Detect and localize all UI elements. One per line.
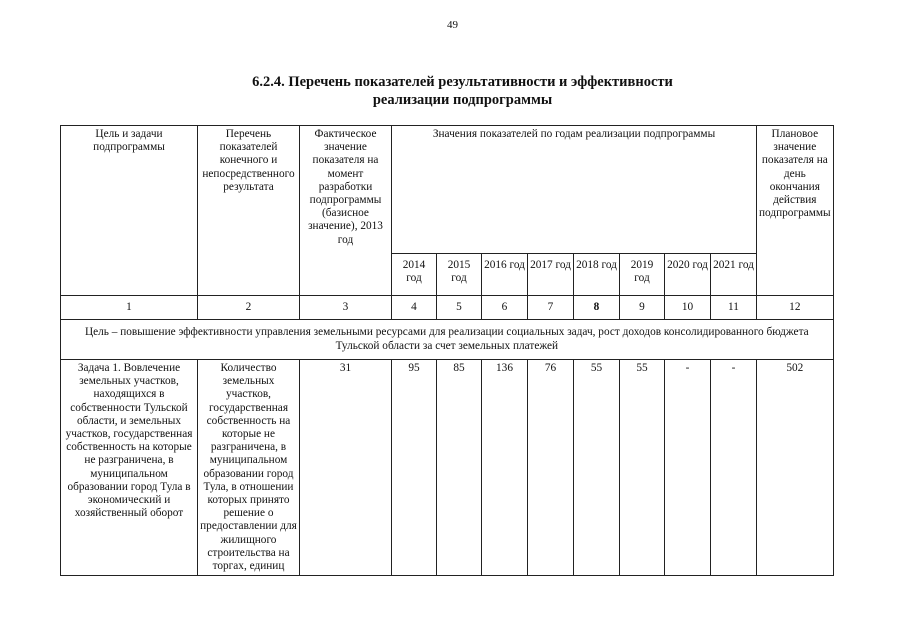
column-number: 6: [482, 296, 528, 320]
year-cell: 2014 год: [392, 254, 437, 296]
goal-text: Цель – повышение эффективности управления земельными ресурсами для реализации социальных задач, рост доходов консолидированного бюджета Тульской области за счет земельных платежей: [61, 320, 834, 360]
value-cell: -: [711, 360, 757, 576]
value-cell: 55: [574, 360, 620, 576]
year-cell: 2021 год: [711, 254, 757, 296]
value-cell: 95: [392, 360, 437, 576]
page-number: 49: [447, 19, 458, 31]
value-cell: 55: [620, 360, 665, 576]
header-goals-tasks: Цель и задачи подпрограммы: [61, 126, 198, 296]
task-row: [61, 360, 834, 576]
value-cell: 85: [437, 360, 482, 576]
indicators-table: [60, 125, 834, 576]
column-number: 8: [574, 296, 620, 320]
column-number: 9: [620, 296, 665, 320]
year-cell: 2017 год: [528, 254, 574, 296]
section-title: [0, 73, 905, 109]
goal-row: [61, 320, 834, 360]
year-cell: 2019 год: [620, 254, 665, 296]
header-base-value: Фактическое значение показателя на момент разработки подпрограммы (базисное значение), 2013 год: [300, 126, 392, 296]
title-line-1: 6.2.4. Перечень показателей результативности и эффективности: [252, 74, 673, 90]
column-numbers-row: [61, 296, 834, 320]
year-cell: 2016 год: [482, 254, 528, 296]
base-value: 31: [300, 360, 392, 576]
value-cell: 76: [528, 360, 574, 576]
header-row: [61, 126, 834, 254]
column-number: 1: [61, 296, 198, 320]
column-number: 12: [757, 296, 834, 320]
task-indicator: Количество земельных участков, государственная собственность на которые не разграничена, в муниципальном образовании город Тула, в отношении которых принято решение о предоставлении для жилищного строительства на торгах, единиц: [198, 360, 300, 576]
header-planned-value: Плановое значение показателя на день окончания действия подпрограммы: [757, 126, 834, 296]
year-cell: 2020 год: [665, 254, 711, 296]
value-cell: -: [665, 360, 711, 576]
column-number: 5: [437, 296, 482, 320]
planned-value: 502: [757, 360, 834, 576]
header-years-group: Значения показателей по годам реализации подпрограммы: [392, 126, 757, 254]
column-number: 11: [711, 296, 757, 320]
value-cell: 136: [482, 360, 528, 576]
column-number: 2: [198, 296, 300, 320]
column-number: 4: [392, 296, 437, 320]
column-number: 3: [300, 296, 392, 320]
title-line-2: реализации подпрограммы: [372, 92, 553, 108]
year-cell: 2015 год: [437, 254, 482, 296]
task-name: Задача 1. Вовлечение земельных участков, находящихся в собственности Тульской области, и земельных участков, государственная собственность на которые не разграничена, в муниципальном образовании город Тула в экономический и хозяйственный оборот: [61, 360, 198, 576]
year-cell: 2018 год: [574, 254, 620, 296]
column-number: 10: [665, 296, 711, 320]
column-number: 7: [528, 296, 574, 320]
header-indicators-list: Перечень показателей конечного и непосредственного результата: [198, 126, 300, 296]
